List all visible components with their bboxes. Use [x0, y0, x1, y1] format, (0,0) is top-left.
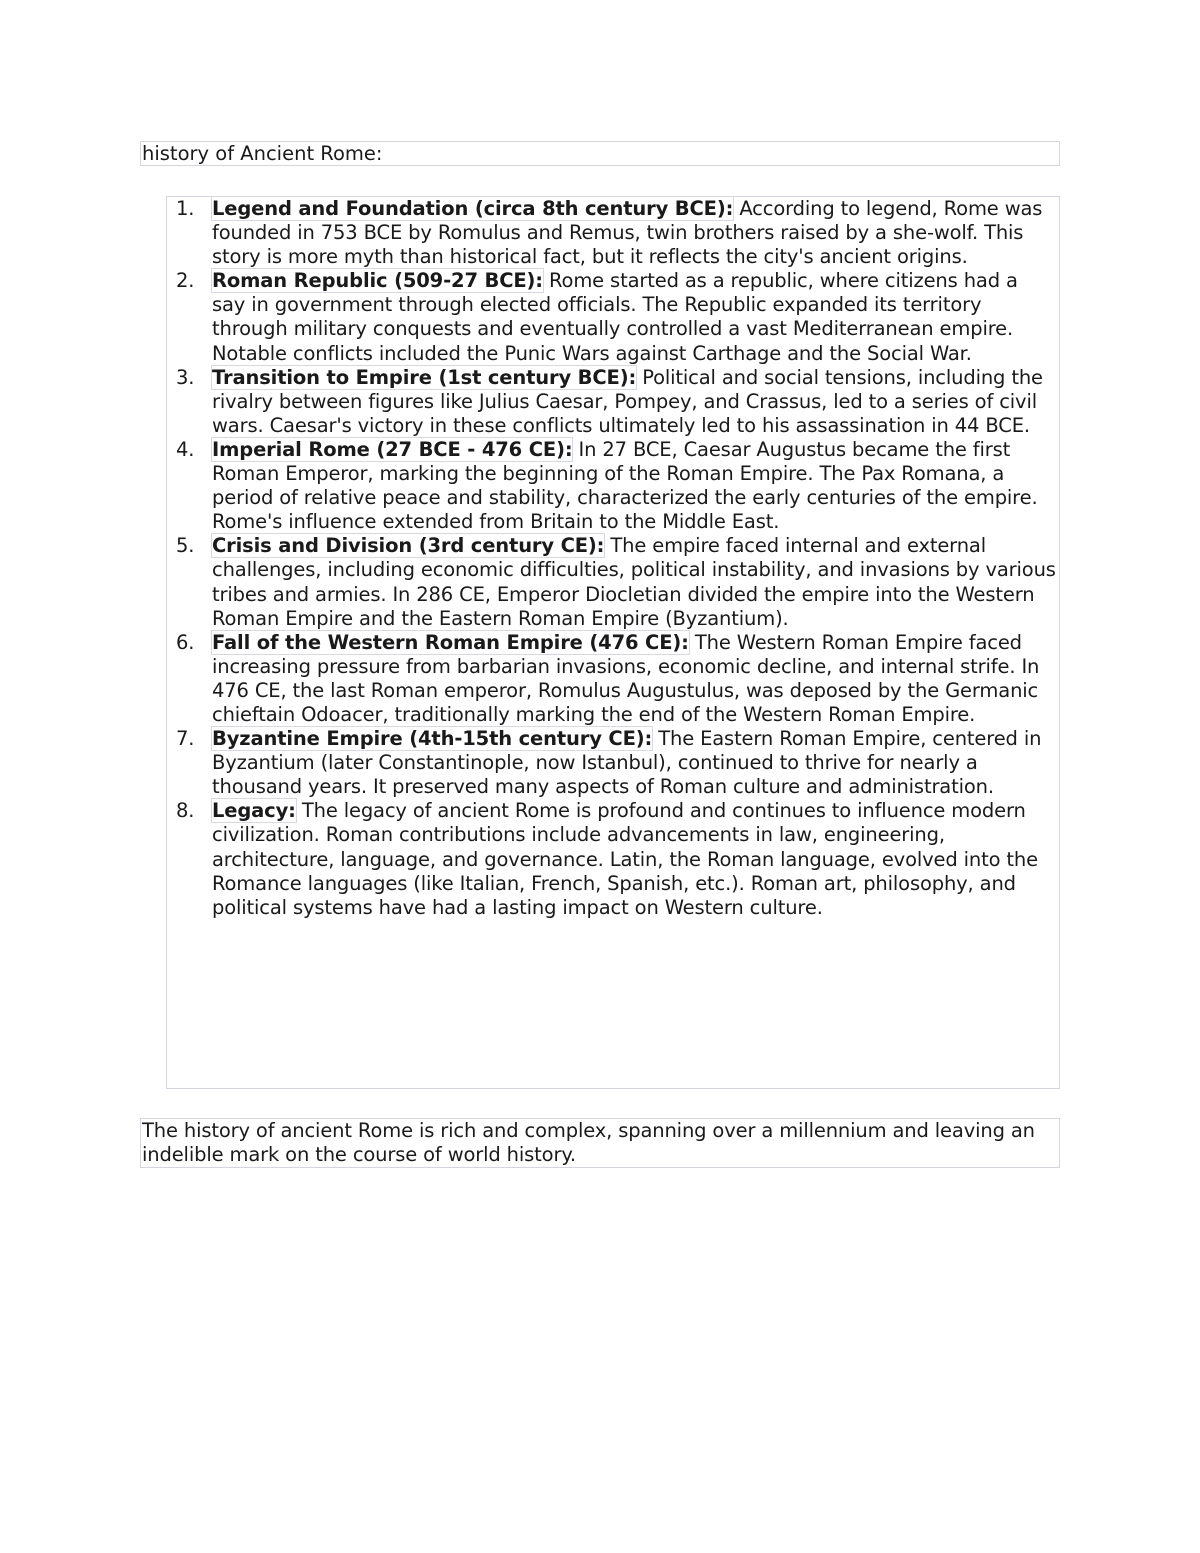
list-item-number: 3. [176, 365, 195, 389]
list-item-title: Roman Republic (509-27 BCE): [212, 269, 543, 293]
list-item-text: The Western Roman Empire faced increasing pressure from barbarian invasions, economic decline, and internal strife. In 476 CE, the last Roman emperor, Romulus Augustulus, was deposed by the Germanic chieftain Odoacer, traditionally marking the end of the Western Roman Empire. [212, 630, 1040, 726]
list-item-number: 4. [176, 437, 195, 461]
conclusion-paragraph: The history of ancient Rome is rich and complex, spanning over a millennium and leaving an indelible mark on the course of world history. [140, 1118, 1060, 1168]
history-list-container [166, 196, 1060, 1089]
list-item-text: The legacy of ancient Rome is profound and continues to influence modern civilization. Roman contributions include advancements in law, engineering, architecture, language, and governance. Latin, the Roman language, evolved into the Romance languages (like Italian, French, Spanish, etc.). Roman art, philosophy, and political systems have had a lasting impact on Western culture. [212, 799, 1038, 919]
list-item-text: The Eastern Roman Empire, centered in Byzantium (later Constantinople, now Istanbul), continued to thrive for nearly a thousand years. It preserved many aspects of Roman culture and administration. [212, 727, 1042, 799]
list-item-title: Byzantine Empire (4th-15th century CE): [212, 727, 653, 751]
list-item-text: According to legend, Rome was founded in 753 BCE by Romulus and Remus, twin brothers raised by a she-wolf. This story is more myth than historical fact, but it reflects the city's ancient origins. [212, 197, 1043, 269]
list-item-title: Fall of the Western Roman Empire (476 CE): [212, 630, 689, 654]
list-item-text: Political and social tensions, including the rivalry between figures like Julius Caesar, Pompey, and Crassus, led to a series of civil wars. Caesar's victory in these conflicts ultimately led to his assassination in 44 BCE. [212, 365, 1043, 437]
history-list [167, 197, 1059, 920]
list-item-number: 8. [176, 799, 195, 823]
list-item [167, 269, 1059, 365]
list-item [167, 631, 1059, 727]
list-item-title: Crisis and Division (3rd century CE): [212, 534, 605, 558]
list-item [167, 534, 1059, 630]
list-item-text: The empire faced internal and external challenges, including economic difficulties, political instability, and invasions by various tribes and armies. In 286 CE, Emperor Diocletian divided the empire into the Western Roman Empire and the Eastern Roman Empire (Byzantium). [212, 534, 1056, 630]
list-item-text: Rome started as a republic, where citizens had a say in government through elected officials. The Republic expanded its territory through military conquests and eventually controlled a vast Mediterranean empire. Notable conflicts included the Punic Wars against Carthage and the Social War. [212, 269, 1018, 365]
list-item [167, 727, 1059, 799]
list-item-number: 2. [176, 269, 195, 293]
list-item [167, 438, 1059, 534]
list-item [167, 366, 1059, 438]
list-item-title: Imperial Rome (27 BCE - 476 CE): [212, 437, 573, 461]
list-item-number: 5. [176, 534, 195, 558]
list-item [167, 799, 1059, 919]
list-item-number: 1. [176, 197, 195, 220]
list-item-number: 6. [176, 630, 195, 654]
document-heading: history of Ancient Rome: [140, 141, 1060, 166]
list-item-title: Legacy: [212, 799, 296, 823]
list-item-title: Transition to Empire (1st century BCE): [212, 365, 637, 389]
list-item [167, 197, 1059, 269]
list-item-title: Legend and Foundation (circa 8th century BCE): [212, 197, 734, 220]
list-item-number: 7. [176, 727, 195, 751]
list-item-text: In 27 BCE, Caesar Augustus became the first Roman Emperor, marking the beginning of the Roman Empire. The Pax Romana, a period of relative peace and stability, characterized the early centuries of the empire. Rome's influence extended from Britain to the Middle East. [212, 437, 1038, 534]
